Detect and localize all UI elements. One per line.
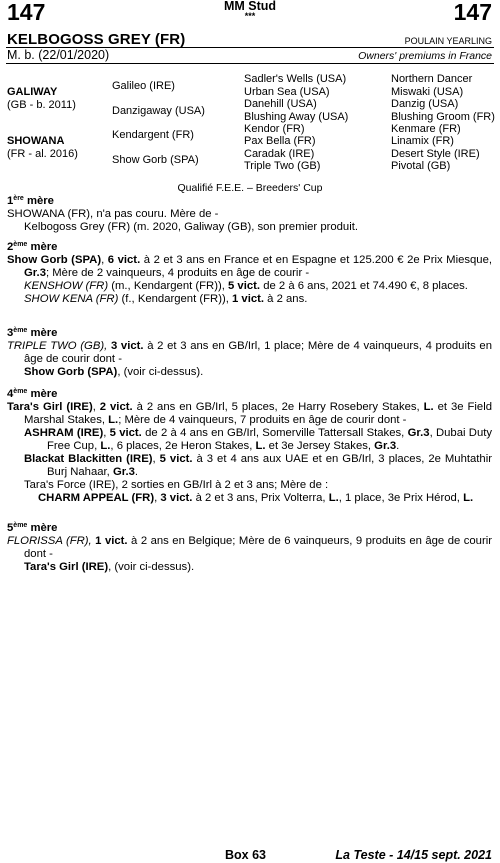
gen4-ancestor: Kenmare (FR) bbox=[391, 123, 461, 135]
section-heading: 2ème mère bbox=[7, 241, 58, 253]
produce-entry: Tara's Girl (IRE), (voir ci-dessus). bbox=[24, 561, 195, 573]
produce-entry: CHARM APPEAL (FR), 3 vict. à 2 et 3 ans, Prix Volterra, L., 1 place, 3e Prix Hérod, L. bbox=[38, 492, 474, 504]
sire-name: GALIWAY bbox=[7, 86, 58, 98]
gen3-ancestor: Urban Sea (USA) bbox=[244, 86, 330, 98]
dam-name: SHOWANA bbox=[7, 135, 65, 147]
gen3-ancestor: Pax Bella (FR) bbox=[244, 135, 316, 147]
grandsire-maternal: Kendargent (FR) bbox=[112, 129, 194, 141]
gen3-ancestor: Sadler's Wells (USA) bbox=[244, 73, 347, 85]
qualification-note: Qualifié F.E.E. – Breeders' Cup bbox=[177, 182, 323, 194]
gen3-ancestor: Caradak (IRE) bbox=[244, 148, 315, 160]
produce-entry: Blackat Blackitten (IRE), 5 vict. à 3 et 4 ans aux UAE et en GB/Irl, 3 places, 2e Muhtathir Burj Nahaar, Gr.3. bbox=[24, 453, 492, 478]
divider-bottom bbox=[6, 63, 494, 64]
gen3-ancestor: Kendor (FR) bbox=[244, 123, 305, 135]
owners-premiums-note: Owners' premiums in France bbox=[358, 50, 492, 62]
produce-entry: Kelbogoss Grey (FR) (m. 2020, Galiway (GB), son premier produit. bbox=[24, 221, 358, 233]
dam-paragraph: TRIPLE TWO (GB), 3 vict. à 2 et 3 ans en GB/Irl, 1 place; Mère de 4 vainqueurs, 4 produits en âge de courir dont - bbox=[7, 340, 492, 365]
section-third-dam bbox=[7, 327, 492, 379]
horse-name: KELBOGOSS GREY (FR) bbox=[7, 31, 186, 48]
section-heading: 4ème mère bbox=[7, 388, 58, 400]
section-second-dam bbox=[7, 241, 492, 306]
gen4-ancestor: Pivotal (GB) bbox=[391, 160, 451, 172]
produce-entry: Tara's Force (IRE), 2 sorties en GB/Irl à 2 et 3 ans; Mère de : bbox=[24, 479, 329, 491]
granddam-maternal: Show Gorb (SPA) bbox=[112, 154, 199, 166]
dam-paragraph: FLORISSA (FR), 1 vict. à 2 ans en Belgique; Mère de 6 vainqueurs, 9 produits en âge de courir dont - bbox=[7, 535, 493, 560]
gen4-ancestor: Desert Style (IRE) bbox=[391, 148, 480, 160]
produce-entry: SHOW KENA (FR) (f., Kendargent (FR)), 1 vict. à 2 ans. bbox=[24, 293, 308, 305]
section-heading: 1ère mère bbox=[7, 195, 54, 207]
lot-number-left: 147 bbox=[7, 0, 46, 25]
sire-info: (GB - b. 2011) bbox=[7, 99, 76, 111]
dam-paragraph: Show Gorb (SPA), 6 vict. à 2 et 3 ans en France et en Espagne et 125.200 € 2e Prix Miesque, Gr.3; Mère de 2 vainqueurs, 4 produits en âge de courir - bbox=[7, 254, 493, 279]
section-heading: 5ème mère bbox=[7, 522, 58, 534]
section-fifth-dam bbox=[7, 522, 492, 574]
produce-entry: KENSHOW (FR) (m., Kendargent (FR)), 5 vict. de 2 à 6 ans, 2021 et 74.490 €, 8 places. bbox=[24, 280, 468, 292]
dam-paragraph: Tara's Girl (IRE), 2 vict. à 2 ans en GB/Irl, 5 places, 2e Harry Rosebery Stakes, L. et 3e Field Marshal Stakes, L.; Mère de 4 vainqueurs, 7 produits en âge de courir dont - bbox=[7, 401, 493, 426]
lot-number-right: 147 bbox=[453, 0, 492, 25]
gen4-ancestor: Miswaki (USA) bbox=[391, 86, 464, 98]
stud-name: MM Stud bbox=[223, 0, 277, 13]
stars-rating: *** bbox=[244, 11, 256, 21]
horse-sex-birth: M. b. (22/01/2020) bbox=[7, 48, 110, 62]
dam-info: (FR - al. 2016) bbox=[7, 148, 78, 160]
grandsire-paternal: Galileo (IRE) bbox=[112, 80, 175, 92]
section-heading: 3ème mère bbox=[7, 327, 58, 339]
gen3-ancestor: Triple Two (GB) bbox=[244, 160, 321, 172]
section-first-dam bbox=[7, 195, 492, 234]
gen4-ancestor: Blushing Groom (FR) bbox=[391, 111, 495, 123]
produce-entry: Show Gorb (SPA), (voir ci-dessus). bbox=[24, 366, 204, 378]
section-fourth-dam bbox=[7, 388, 492, 505]
gen4-ancestor: Northern Dancer bbox=[391, 73, 473, 85]
sale-location-date: La Teste - 14/15 sept. 2021 bbox=[335, 848, 492, 862]
box-number: Box 63 bbox=[225, 848, 266, 862]
granddam-paternal: Danzigaway (USA) bbox=[112, 105, 205, 117]
dam-paragraph: SHOWANA (FR), n'a pas couru. Mère de - bbox=[7, 208, 219, 220]
produce-entry: ASHRAM (IRE), 5 vict. de 2 à 4 ans en GB/Irl, Somerville Tattersall Stakes, Gr.3, Dubai Duty Free Cup, L., 6 places, 2e Heron Stakes, L. et 3e Jersey Stakes, Gr.3. bbox=[24, 427, 493, 452]
gen3-ancestor: Danehill (USA) bbox=[244, 98, 317, 110]
gen4-ancestor: Linamix (FR) bbox=[391, 135, 454, 147]
horse-type: POULAIN YEARLING bbox=[404, 36, 492, 46]
gen3-ancestor: Blushing Away (USA) bbox=[244, 111, 349, 123]
gen4-ancestor: Danzig (USA) bbox=[391, 98, 459, 110]
